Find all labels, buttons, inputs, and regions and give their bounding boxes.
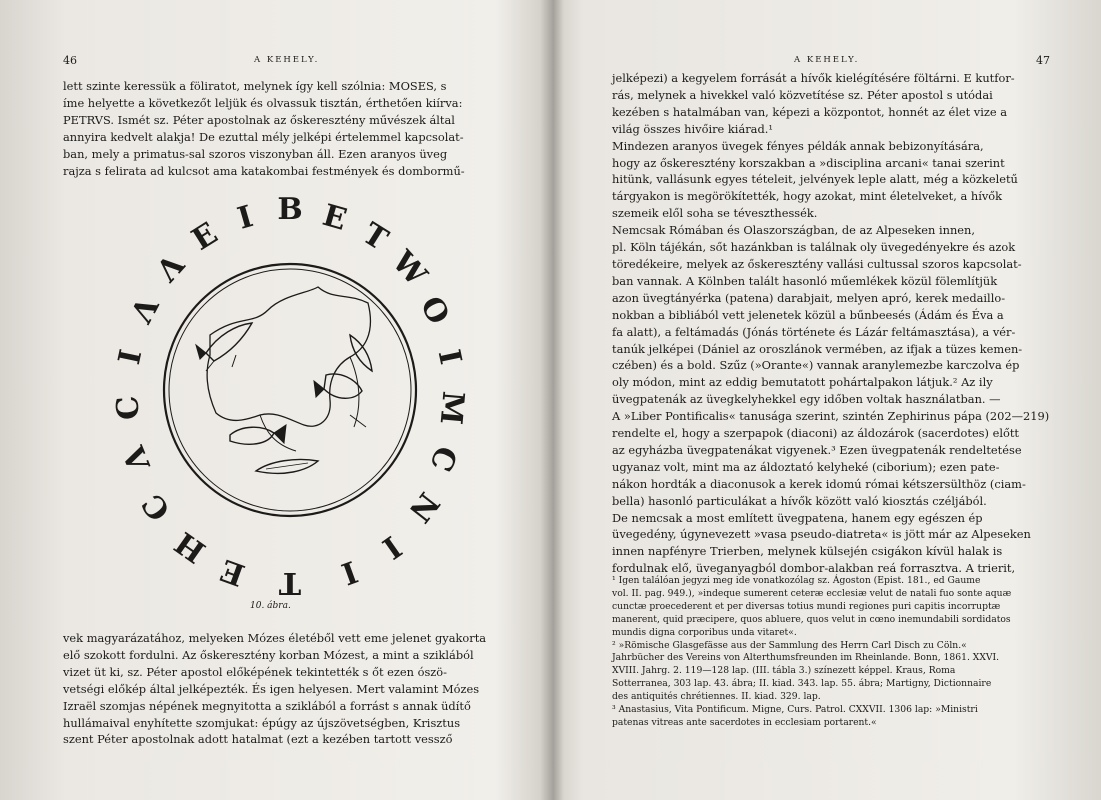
svg-text:C: C — [110, 394, 148, 422]
footnote-line: patenas vitreas ante sacerdotes in ecclesiam portarent.« — [612, 716, 877, 728]
text-line: nokban a bibliából vett jelenetek közül a bűnbeesés (Ádám és Éva a — [612, 307, 1004, 322]
footnote-line: vol. II. pag. 949.), »indeque sumerent ceteræ ecclesiæ velut de natali fuo sonte aquæ — [612, 587, 1012, 599]
text-line: vetségi előkép által jelképezték. És igen helyesen. Mert valamint Mózes — [63, 681, 480, 696]
footnote-line: ¹ Igen találóan jegyzi meg ide vonatkozólag sz. Ágoston (Epist. 181., ed Gaume — [612, 575, 981, 586]
text-line: bella) hasonló particulákat a hívők között való kiosztás czéljából. — [612, 493, 987, 508]
text-line: A »Liber Pontificalis« tanusága szerint, szintén Zephirinus pápa (202—219) — [612, 409, 1050, 424]
text-line: rendelte el, hogy a szerpapok (diaconi) az áldozárok (sacerdotes) előtt — [612, 426, 1019, 441]
text-line: íme helyette a következőt leljük és olvassuk tisztán, érthetően kiírva: — [63, 95, 463, 110]
svg-text:T: T — [278, 565, 302, 600]
running-head: A KEHELY. — [794, 55, 860, 65]
running-head: A KEHELY. — [254, 55, 320, 65]
page-number: 46 — [63, 54, 77, 67]
svg-text:Λ: Λ — [124, 292, 167, 330]
svg-text:E: E — [216, 551, 250, 593]
text-line: nákon hordták a diaconusok a kerek idomú római kétszersülthöz (ciam- — [612, 476, 1026, 491]
text-line: vek magyarázatához, melyeken Mózes életéből vett eme jelenet gyakorta — [63, 631, 487, 645]
svg-text:I: I — [430, 346, 468, 368]
footnote-line: ³ Anastasius, Vita Pontificum. Migne, Curs. Patrol. CXXVII. 1306 lap: »Ministri — [612, 704, 978, 716]
footnote-line: mundis digna corporibus unda vitaret«. — [612, 626, 797, 638]
right-body-text — [612, 70, 1050, 577]
text-line: fa alatt), a feltámadás (Jónás története és Lázár feltámasztása), a vér- — [612, 324, 1016, 339]
footnote-line: ² »Römische Glasgefässe aus der Sammlung des Herrn Carl Disch zu Cöln.« — [612, 639, 967, 651]
footnote-line: XVIII. Jahrg. 2. 119—128 lap. (III. tábla 3.) színezett képpel. Kraus, Roma — [612, 665, 956, 677]
text-line: Nemcsak Rómában és Olaszországban, de az Alpeseken innen, — [612, 223, 975, 238]
right-page — [556, 0, 1101, 800]
text-line: az egyházba üvegpatenákat vigyenek.³ Ezen üvegpatenák rendeltetése — [612, 442, 1022, 457]
text-line: üvegpatenák az üvegkelyhekkel egy időben voltak használatban. — — [612, 392, 1001, 407]
text-line: pl. Köln tájékán, sőt hazánkban is találnak oly üvegedényekre és azok — [612, 240, 1016, 255]
svg-text:I: I — [336, 553, 362, 591]
svg-text:M: M — [432, 389, 471, 426]
text-line: ugyanaz volt, mint ma az áldoztató kelyheké (ciborium); ezen pate- — [612, 459, 1000, 474]
svg-text:N: N — [401, 485, 446, 529]
text-line: Izraël szomjas népének megnyitotta a sziklából a forrást s annak üdítő — [63, 698, 471, 713]
svg-text:H: H — [168, 524, 213, 570]
text-line: vizet üt ki, sz. Péter apostol előképének tekintették s őt ezen ószö- — [63, 664, 448, 679]
text-line: lett szinte keressük a föliratot, melynek így kell szólnia: MOSES, s — [63, 79, 447, 93]
text-line: kezében s hatalmában van, képezi a központot, honnét az élet vize a — [612, 104, 1008, 119]
footnote-line: manerent, quid præcipere, quos abluere, quos velut in cœno inemundabili sordidatos — [612, 613, 1011, 625]
svg-text:B: B — [277, 192, 303, 227]
footnote-line: Jahrbücher des Vereins von Alterthumsfreunden im Rheinlande. Bonn, 1861. XXVI. — [612, 652, 1000, 664]
text-line: rajza s felirata ad kulcsot ama katakombai festmények és dombormű- — [63, 163, 465, 178]
text-line: czében) és a bold. Szűz (»Orante«) vannak aranylemezbe karczolva ép — [612, 358, 1020, 373]
footnote-line: cunctæ proecederent et per diversas totius mundi regiones puri capitis incorruptæ — [612, 600, 1001, 612]
svg-text:I: I — [112, 346, 150, 368]
page-number: 47 — [1036, 54, 1050, 67]
text-line: PETRVS. Ismét sz. Péter apostolnak az őskeresztény művészek által — [63, 112, 455, 127]
footnotes — [612, 575, 1044, 730]
svg-text:I: I — [233, 199, 257, 237]
text-line: azon üvegtányérka (patena) darabjait, melyen apró, kerek medaillo- — [612, 290, 1006, 305]
text-line: De nemcsak a most említett üvegpatena, hanem egy egészen ép — [612, 510, 983, 525]
text-line: szent Péter apostolnak adott hatalmat (ezt a kezében tartott vessző — [63, 732, 453, 747]
fish-drawings — [196, 323, 372, 473]
text-line: annyira kedvelt alakja! De ezuttal mély jelképi értelemmel kapcsolat- — [63, 129, 464, 144]
left-bottom-text — [63, 630, 500, 748]
text-line: fordulnak elő, üveganyagból dombor-alakban reá forrasztva. A trierit, — [612, 561, 1016, 576]
text-line: üvegedény, úgynevezett »vasa pseudo-diatreta« is jött már az Alpeseken — [612, 527, 1031, 542]
text-line: oly módon, mint az eddig bemutatott pohártalpakon látjuk.² Az ily — [612, 375, 993, 390]
text-line: innen napfényre Trierben, melynek külsején csigákon kívül halak is — [612, 544, 1003, 559]
svg-text:Λ: Λ — [116, 441, 158, 476]
svg-text:C: C — [422, 440, 464, 477]
text-line: tanúk jelképei (Dániel az oroszlánok vermében, az ifjak a tüzes kemen- — [612, 341, 1023, 356]
figure-caption: 10. ábra. — [250, 601, 291, 611]
gold-glass-figure — [110, 175, 471, 605]
svg-text:C: C — [135, 486, 178, 528]
svg-text:Λ: Λ — [150, 248, 192, 290]
left-page — [0, 0, 548, 800]
footnote-line: des antiquités chrétiennes. II. kiad. 329. lap. — [612, 691, 821, 703]
text-line: világ összes hivőire kiárad.¹ — [612, 121, 773, 136]
svg-text:E: E — [318, 197, 351, 238]
svg-text:I: I — [375, 528, 408, 566]
text-line: ban vannak. A Kölnben talált hasonló műemlékek közül fölemlítjük — [612, 273, 998, 288]
text-line: jelképezi) a kegyelem forrását a hívők kielégítésére föltárni. E kutfor- — [612, 71, 1015, 85]
left-top-text — [63, 78, 500, 179]
text-line: rás, melynek a hivekkel való közvetítése sz. Péter apostol s utódai — [612, 87, 993, 102]
text-line: szemeik elől soha se téveszthessék. — [612, 206, 818, 221]
text-line: hitünk, vallásunk egyes tételeit, jelvények leple alatt, még a közkeletű — [612, 172, 1018, 187]
svg-text:O: O — [412, 290, 456, 331]
text-line: elő szokott fordulni. Az őskeresztény korban Mózest, a mint a sziklából — [63, 647, 474, 662]
svg-text:E: E — [185, 216, 224, 258]
text-line: Mindezen aranyos üvegek fényes példák annak bebizonyítására, — [612, 138, 984, 153]
text-line: ban, mely a primatus-sal szoros viszonyban áll. Ezen aranyos üveg — [63, 146, 448, 161]
text-line: hogy az őskeresztény korszakban a »disciplina arcani« tanai szerint — [612, 155, 1005, 170]
text-line: hullámaival enyhítette szomjukat: épúgy az újszövetségben, Krisztus — [63, 715, 461, 730]
text-line: töredékeire, melyek az őskeresztény vallási cultussal szoros kapcsolat- — [612, 256, 1022, 271]
svg-text:T: T — [356, 216, 394, 258]
svg-text:W: W — [384, 244, 434, 293]
footnote-line: Sotterranea, 303 lap. 43. ábra; II. kiad. 343. lap. 55. ábra; Martigny, Dictionnaire — [612, 678, 992, 690]
text-line: tárgyakon is megörökítették, hogy azokat, mint életelveket, a hívők — [612, 189, 1003, 204]
